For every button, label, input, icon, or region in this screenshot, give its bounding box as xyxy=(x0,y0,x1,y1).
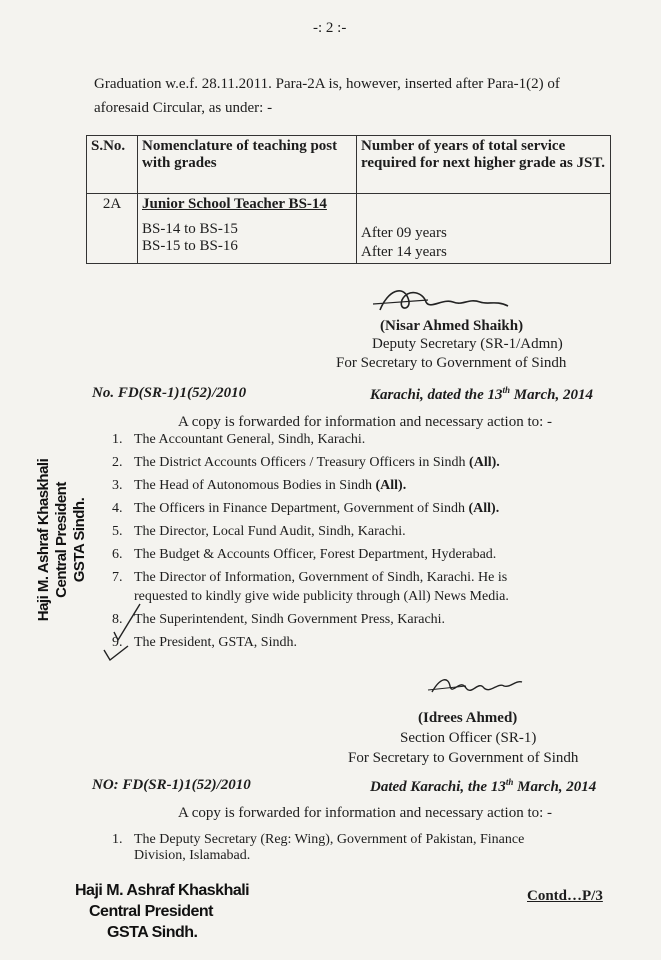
list-item: 4. The Officers in Finance Department, Government of Sindh (All). xyxy=(112,501,500,516)
list-item: 3. The Head of Autonomous Bodies in Sindh (All). xyxy=(112,478,407,493)
list-item: 2. The District Accounts Officers / Treasury Officers in Sindh (All). xyxy=(112,455,500,470)
stamp-line-2: Central President xyxy=(53,482,70,598)
header-years: Number of years of total service required for next higher grade as JST. xyxy=(357,136,611,194)
row-grade-2: BS-15 to BS-16 xyxy=(142,238,238,254)
stamp-line-2: Central President xyxy=(89,903,213,920)
list-item-continuation: requested to kindly give wide publicity through (All) News Media. xyxy=(134,589,509,604)
list-item: 6. The Budget & Accounts Officer, Forest Department, Hyderabad. xyxy=(112,547,497,562)
row-years-2: After 14 years xyxy=(361,244,447,260)
table-row xyxy=(87,194,611,264)
grade-table xyxy=(86,135,611,264)
list-item-continuation: Division, Islamabad. xyxy=(134,848,251,863)
signature-scribble-2 xyxy=(426,670,526,702)
header-sno: S.No. xyxy=(87,136,138,194)
signatory-2-for: For Secretary to Government of Sindh xyxy=(348,750,579,766)
row-years-1: After 09 years xyxy=(361,225,447,241)
header-nomenclature: Nomenclature of teaching post with grades xyxy=(138,136,357,194)
list-item: 1. The Accountant General, Sindh, Karachi. xyxy=(112,432,366,447)
bottom-stamp xyxy=(75,880,249,943)
intro-line-1: Graduation w.e.f. 28.11.2011. Para-2A is, however, inserted after Para-1(2) of xyxy=(94,76,560,92)
vertical-stamp xyxy=(35,425,95,655)
row-nomenclature-cell xyxy=(138,194,357,264)
page-number: -: 2 :- xyxy=(313,20,347,36)
row-sno: 2A xyxy=(87,194,138,264)
continued-marker: Contd…P/3 xyxy=(527,888,603,904)
signature-scribble xyxy=(368,280,518,320)
list-item: 8. The Superintendent, Sindh Government Press, Karachi. xyxy=(112,612,446,627)
stamp-line-3: GSTA Sindh. xyxy=(107,924,198,941)
signatory-2-name: (Idrees Ahmed) xyxy=(418,710,518,726)
list-item: 1. The Deputy Secretary (Reg: Wing), Government of Pakistan, Finance xyxy=(112,832,525,847)
reference-number-2: NO: FD(SR-1)1(52)/2010 xyxy=(92,777,251,793)
signatory-1-name: (Nisar Ahmed Shaikh) xyxy=(380,318,524,334)
tick-marks xyxy=(100,600,150,666)
signatory-2-designation: Section Officer (SR-1) xyxy=(400,730,537,746)
signatory-1-for: For Secretary to Government of Sindh xyxy=(336,355,567,371)
reference-date-1: Karachi, dated the 13th March, 2014 xyxy=(370,385,593,403)
distribution-list xyxy=(112,432,612,658)
stamp-line-3: GSTA Sindh. xyxy=(71,497,88,583)
copy-forward-intro: A copy is forwarded for information and necessary action to: - xyxy=(178,414,553,430)
signatory-1-designation: Deputy Secretary (SR-1/Admn) xyxy=(372,336,563,352)
distribution-list-2 xyxy=(112,832,612,864)
reference-number-1: No. FD(SR-1)1(52)/2010 xyxy=(92,385,247,401)
list-item: 5. The Director, Local Fund Audit, Sindh, Karachi. xyxy=(112,524,406,539)
stamp-line-1: Haji M. Ashraf Khaskhali xyxy=(35,458,52,622)
row-title: Junior School Teacher BS-14 xyxy=(142,196,327,212)
table-header-row xyxy=(87,136,611,194)
list-item: 9. The President, GSTA, Sindh. xyxy=(112,635,297,650)
row-grade-1: BS-14 to BS-15 xyxy=(142,221,238,237)
intro-line-2: aforesaid Circular, as under: - xyxy=(94,100,273,116)
copy-forward-intro-2: A copy is forwarded for information and necessary action to: - xyxy=(178,805,553,821)
stamp-line-1: Haji M. Ashraf Khaskhali xyxy=(75,882,250,899)
reference-date-2: Dated Karachi, the 13th March, 2014 xyxy=(370,777,597,795)
row-years-cell xyxy=(357,194,611,264)
list-item: 7. The Director of Information, Government of Sindh, Karachi. He is xyxy=(112,570,508,585)
